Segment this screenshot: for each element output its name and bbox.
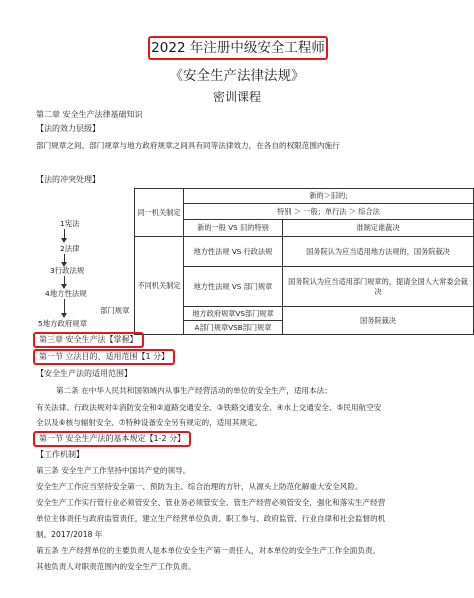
course-label: 密训课程 [212, 90, 261, 104]
local-vs-dept-cell: 地方性法规 VS 部门规章 [184, 267, 283, 307]
document-subtitle: 《安全生产法律法规》 [169, 68, 305, 84]
hierarchy-item: 1宪法 [60, 219, 80, 228]
decider-cell: 谁制定谁裁决 [283, 220, 474, 237]
state-council-cell: 国务院裁决 [283, 307, 474, 335]
dept-rule-cell: 国务院认为应当适用部门规章的，提请全国人大常委会裁决 [283, 267, 474, 307]
chapter3-heading: 第三章 安全生产法【掌握】 [33, 332, 144, 348]
hierarchy-item: 4地方性法规 [45, 289, 87, 298]
paragraph-4: 制。2017/2018 年 [36, 530, 103, 539]
scope-line-3: 全以及⑥核与辐射安全、⑦特种设备安全另有规定的，适用其规定。 [36, 418, 263, 427]
dept-vs-local-gov-cell: 地方政府规章VS部门规章 [184, 307, 283, 321]
section1-heading: 第一节 立法目的、适用范围【1 分】 [33, 349, 175, 365]
scope-line-1: 第二条 在中华人民共和国领域内从事生产经营活动的单位的安全生产，适用本法； [56, 386, 332, 395]
hierarchy-connector [64, 299, 65, 313]
paragraph-2: 安全生产工作实行管行业必须管安全、管业务必须管安全、管生产经营必须管安全，强化和落实生产经营 [36, 498, 386, 507]
paragraph-3: 单位主体责任与政府监管责任，建立生产经营单位负责、职工参与、政府监管、行业自律和社会监督的机 [36, 514, 386, 523]
local-vs-admin-cell: 地方性法规 VS 行政法规 [184, 237, 283, 267]
section-conflict-heading: 【法的冲突处理】 [36, 175, 100, 184]
article5-text: 第五条 生产经营单位的主要负责人是本单位安全生产第一责任人，对本单位的安全生产工作全面负责。 [36, 546, 381, 555]
paragraph-1: 安全生产工作应当坚持安全第一、预防为主、综合治理的方针，从源头上防范化解重大安全风险。 [36, 482, 363, 491]
section2-heading: 第一节 安全生产法的基本规定【1-2 分】 [33, 431, 191, 447]
work-mechanism-heading: 【工作机制】 [36, 450, 84, 459]
special-general-cell: 特别 ＞ 一般；单行法 ＞ 综合法 [184, 204, 474, 220]
chapter2-heading: 第二章 安全生产法律基础知识 [36, 110, 143, 119]
hierarchy-item: 3行政法规 [50, 266, 85, 275]
hierarchy-item: 2法律 [60, 244, 80, 253]
hierarchy-item: 5地方政府规章 [38, 319, 88, 328]
same-org-cell: 同一机关制定 [135, 189, 184, 237]
diff-org-cell: 不同机关制定 [135, 237, 184, 335]
document-title: 2022 年注册中级安全工程师 [148, 36, 328, 60]
admin-rule-cell: 国务院认为应当适用地方法规的，国务院裁决 [283, 237, 474, 267]
scope-line-2: 有关法律、行政法规对①消防安全和②道路交通安全、③铁路交通安全、④水上交通安全、⑤民用航空安 [36, 403, 382, 412]
effect-text: 部门规章之间、部门规章与地方政府规章之间具有同等法律效力，在各自的权限范围内施行 [36, 141, 340, 150]
hierarchy-item: 部门规章 [100, 306, 130, 315]
new-old-cell: 新的＞旧的; [184, 189, 474, 204]
new-general-old-special-cell: 新的一般 VS 旧的特别 [184, 220, 283, 237]
article3-text: 第三条 安全生产工作坚持中国共产党的领导。 [36, 466, 191, 475]
paragraph-5: 其他负责人对职责范围内的安全生产工作负责。 [36, 562, 196, 571]
conflict-table [134, 188, 474, 335]
scope-heading: 【安全生产法的适用范围】 [36, 369, 132, 378]
deptA-vs-deptB-cell: A部门规章VSB部门规章 [184, 321, 283, 335]
section-effect-heading: 【法的效力层级】 [36, 124, 100, 133]
